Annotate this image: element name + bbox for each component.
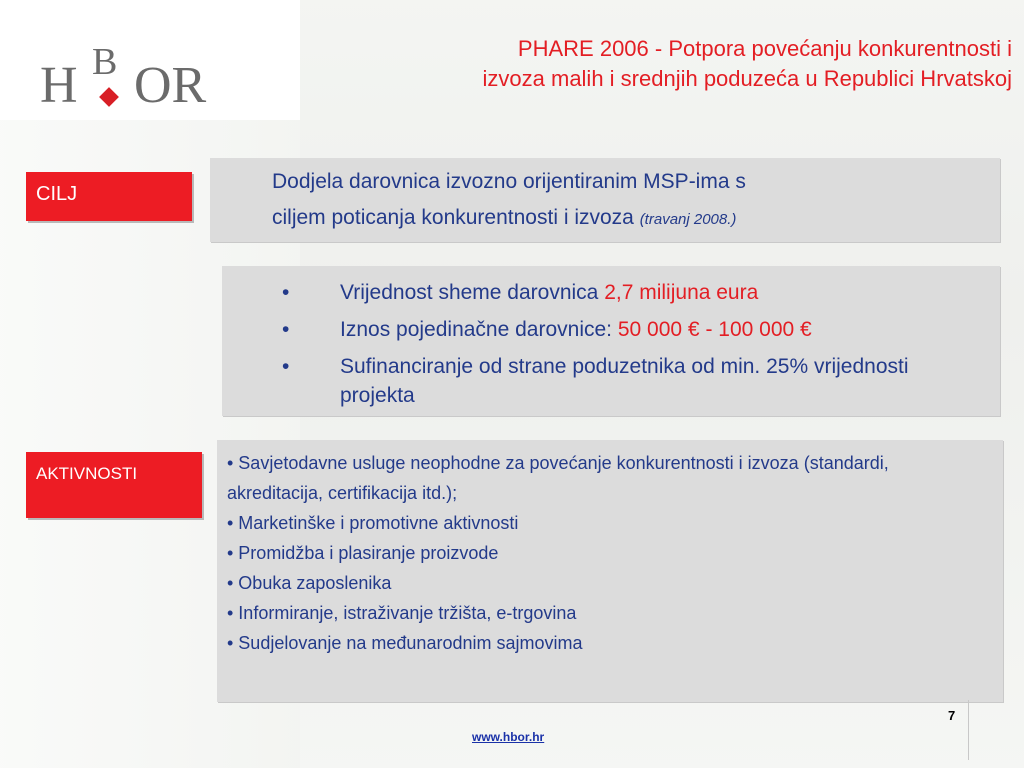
details-item-highlight: 50 000 € - 100 000 € <box>617 318 812 341</box>
details-panel <box>222 266 1000 416</box>
cilj-date-note: (travanj 2008.) <box>639 211 737 228</box>
aktivnosti-item: • Informiranje, istraživanje tržišta, e-trgovina <box>227 603 577 623</box>
details-item-text: Sufinanciranje od strane poduzetnika od min. 25% vrijednosti projekta <box>340 355 909 407</box>
logo-diamond-icon <box>99 87 119 107</box>
bullet-icon: • <box>282 281 290 304</box>
details-item-text: Vrijednost sheme darovnica <box>340 281 605 304</box>
details-list <box>282 278 982 418</box>
logo-letter-h: H <box>40 57 78 114</box>
aktivnosti-item: • Sudjelovanje na međunarodnim sajmovima <box>227 633 583 653</box>
page-number: 7 <box>948 708 956 723</box>
title-line-1: PHARE 2006 - Potpora povećanju konkurentnosti i <box>517 36 1012 61</box>
details-item-highlight: 2,7 milijuna eura <box>604 281 759 304</box>
details-item <box>282 315 982 344</box>
cilj-text-line-2-main: ciljem poticanja konkurentnosti i izvoza <box>272 206 634 229</box>
title-line-2: izvoza malih i srednjih poduzeća u Republici Hrvatskoj <box>482 66 1012 91</box>
details-item <box>282 352 982 410</box>
bullet-icon: • <box>282 318 290 341</box>
logo-letters-or: OR <box>134 57 207 114</box>
website-link[interactable]: www.hbor.hr <box>472 730 545 744</box>
cilj-panel <box>210 158 1000 242</box>
details-item <box>282 278 982 307</box>
aktivnosti-list <box>227 448 987 658</box>
cilj-label <box>26 172 192 221</box>
aktivnosti-item: • Obuka zaposlenika <box>227 573 392 593</box>
cilj-text-line-1: Dodjela darovnica izvozno orijentiranim MSP-ima s <box>272 170 746 193</box>
aktivnosti-item: • Marketinške i promotivne aktivnosti <box>227 513 519 533</box>
aktivnosti-panel <box>217 440 1003 702</box>
cilj-text-line-2 <box>272 206 736 230</box>
logo-letter-b: B <box>92 41 118 83</box>
slide-title <box>312 34 1012 94</box>
aktivnosti-item: • Promidžba i plasiranje proizvode <box>227 543 499 563</box>
aktivnosti-label <box>26 452 202 518</box>
bullet-icon: • <box>282 355 290 378</box>
aktivnosti-label-text: AKTIVNOSTI <box>36 464 138 483</box>
details-item-text: Iznos pojedinačne darovnice: <box>340 318 618 341</box>
cilj-label-text: CILJ <box>36 183 78 205</box>
footer-divider <box>968 700 969 760</box>
hbor-logo <box>40 40 210 120</box>
aktivnosti-item: • Savjetodavne usluge neophodne za povećanje konkurentnosti i izvoza (standardi, akreditacija, certifikacija itd.); <box>227 453 889 503</box>
